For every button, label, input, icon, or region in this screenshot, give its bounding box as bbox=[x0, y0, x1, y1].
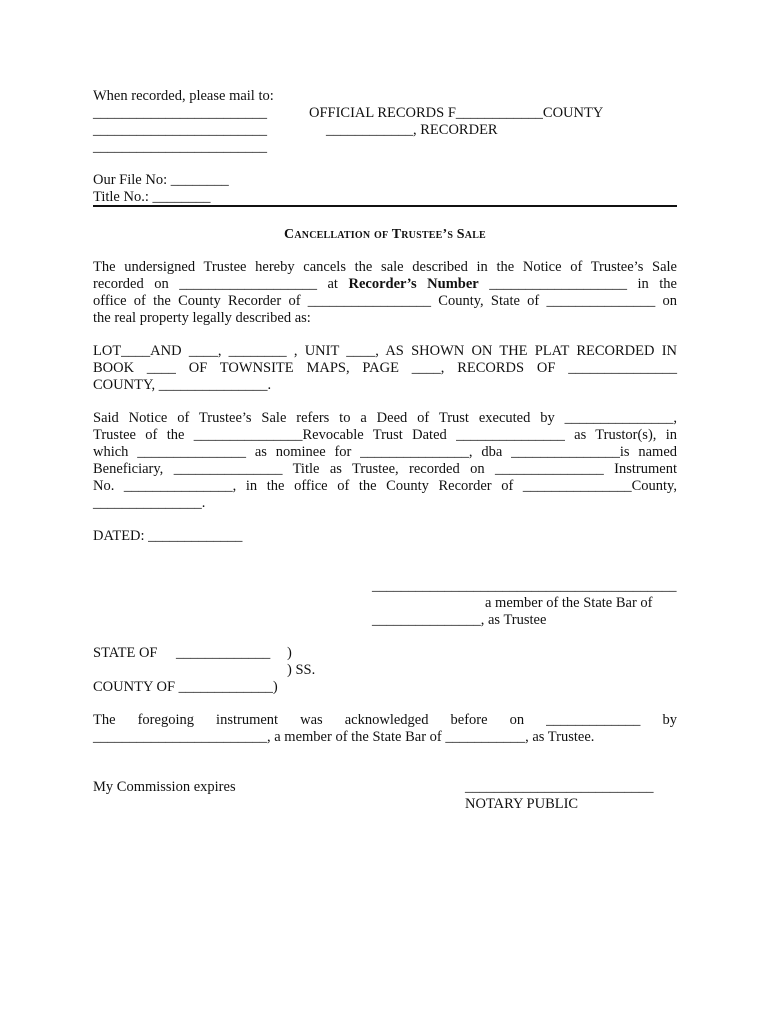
para3-line5: No. _______________, in the office of the County Recorder of _______________County, bbox=[93, 478, 677, 494]
state-bar-member-label: a member of the State Bar of bbox=[485, 595, 653, 611]
acknowledgment-line2: ________________________, a member of the State Bar of ___________, as Trustee. bbox=[93, 729, 595, 745]
para2-line2: BOOK ____ OF TOWNSITE MAPS, PAGE ____, RECORDS OF _______________ bbox=[93, 360, 677, 376]
recorder-line: ____________, RECORDER bbox=[326, 122, 498, 138]
document-title: Cancellation of Trustee’s Sale bbox=[284, 227, 486, 242]
notary-public-label: NOTARY PUBLIC bbox=[465, 796, 579, 812]
para3-line6: _______________. bbox=[93, 495, 206, 511]
mail-to-line-2: ________________________ bbox=[93, 122, 267, 138]
acknowledgment-line1: The foregoing instrument was acknowledged before on _____________ by bbox=[93, 712, 677, 728]
mail-to-line-1: ________________________ bbox=[93, 105, 267, 121]
para3-line4: Beneficiary, _______________ Title as Trustee, recorded on _______________ Instrument bbox=[93, 461, 677, 477]
para3-line1: Said Notice of Trustee’s Sale refers to a Deed of Trust executed by _______________, bbox=[93, 410, 677, 426]
state-paren: ) bbox=[287, 645, 292, 661]
para2-line3: COUNTY, _______________. bbox=[93, 377, 272, 393]
para1-line2-end: ___________________ in the bbox=[478, 276, 677, 292]
county-of-label: COUNTY OF _____________) bbox=[93, 679, 278, 695]
recorders-number-label: Recorder’s Number bbox=[348, 276, 479, 292]
para1-line4: the real property legally described as: bbox=[93, 310, 311, 326]
signature-line: __________________________________________ bbox=[372, 578, 677, 594]
para3-line2: Trustee of the _______________Revocable Trust Dated _______________ as Trustor(s), in bbox=[93, 427, 677, 443]
title-number: Title No.: ________ bbox=[93, 189, 211, 205]
header-divider bbox=[93, 205, 677, 207]
para1-line1: The undersigned Trustee hereby cancels the sale described in the Notice of Trustee’s Sale bbox=[93, 259, 677, 275]
notary-signature-line: __________________________ bbox=[465, 779, 654, 795]
file-number: Our File No: ________ bbox=[93, 172, 229, 188]
state-of-label: STATE OF bbox=[93, 645, 158, 661]
dated-line: DATED: _____________ bbox=[93, 528, 243, 544]
para1-line2 bbox=[93, 276, 677, 293]
commission-expires-label: My Commission expires bbox=[93, 779, 236, 795]
as-trustee-line: _______________, as Trustee bbox=[372, 612, 547, 628]
ss-label: ) SS. bbox=[287, 662, 316, 678]
mail-to-line-3: ________________________ bbox=[93, 139, 267, 155]
mail-to-label: When recorded, please mail to: bbox=[93, 88, 274, 104]
official-records: OFFICIAL RECORDS F____________COUNTY bbox=[309, 105, 604, 121]
para1-line3: office of the County Recorder of _________________ County, State of _______________ on bbox=[93, 293, 677, 309]
para3-line3: which _______________ as nominee for _______________, dba _______________is named bbox=[93, 444, 677, 460]
para1-line2-start: recorded on ___________________ at bbox=[93, 276, 349, 292]
state-of-blank: _____________ bbox=[176, 645, 271, 661]
para2-line1: LOT____AND ____, ________ , UNIT ____, AS SHOWN ON THE PLAT RECORDED IN bbox=[93, 343, 677, 359]
